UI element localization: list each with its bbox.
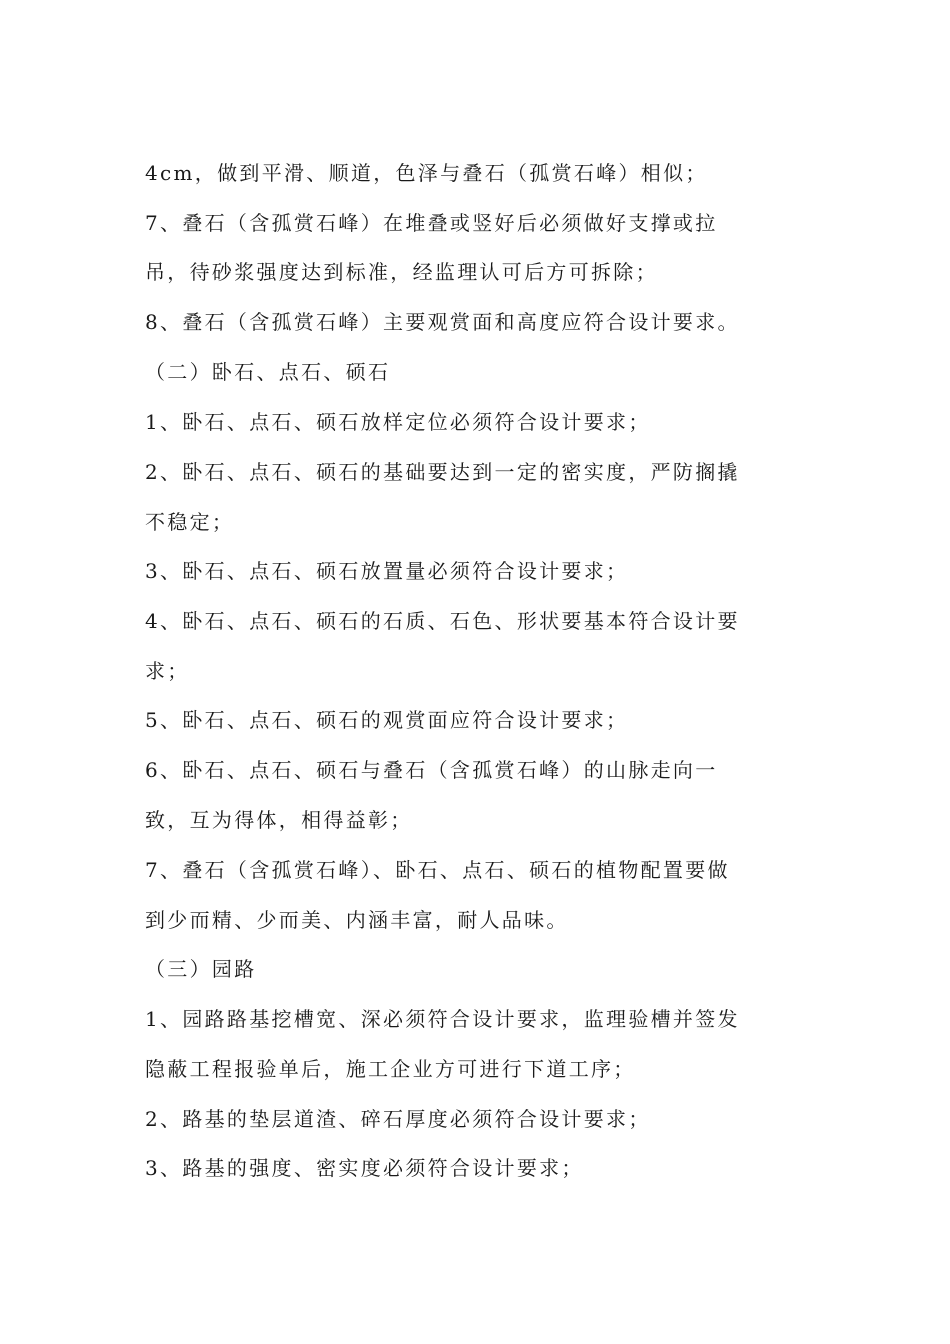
text-line: 7、叠石（含孤赏石峰）、卧石、点石、硕石的植物配置要做: [145, 858, 730, 882]
text-line: 2、路基的垫层道渣、碎石厚度必须符合设计要求；: [145, 1107, 651, 1131]
text-line: 求；: [145, 659, 190, 683]
text-line: 3、路基的强度、密实度必须符合设计要求；: [145, 1156, 584, 1180]
text-line: 吊，待砂浆强度达到标准，经监理认可后方可拆除；: [145, 260, 658, 284]
section-heading: （三）园路: [145, 957, 257, 981]
text-line: 5、卧石、点石、硕石的观赏面应符合设计要求；: [145, 708, 629, 732]
text-line: 8、叠石（含孤赏石峰）主要观赏面和高度应符合设计要求。: [145, 310, 740, 334]
text-line: 7、叠石（含孤赏石峰）在堆叠或竖好后必须做好支撑或拉: [145, 211, 718, 235]
text-line: 到少而精、少而美、内涵丰富，耐人品味。: [145, 908, 569, 932]
text-line: 4cm，做到平滑、顺道，色泽与叠石（孤赏石峰）相似；: [145, 161, 708, 185]
text-line: 4、卧石、点石、硕石的石质、石色、形状要基本符合设计要: [145, 609, 740, 633]
text-line: 不稳定；: [145, 510, 235, 534]
text-line: 6、卧石、点石、硕石与叠石（含孤赏石峰）的山脉走向一: [145, 758, 718, 782]
section-heading: （二）卧石、点石、硕石: [145, 360, 391, 384]
text-line: 致，互为得体，相得益彰；: [145, 808, 413, 832]
text-line: 2、卧石、点石、硕石的基础要达到一定的密实度，严防搁撬: [145, 460, 740, 484]
text-line: 3、卧石、点石、硕石放置量必须符合设计要求；: [145, 559, 629, 583]
text-line: 1、卧石、点石、硕石放样定位必须符合设计要求；: [145, 410, 651, 434]
text-line: 1、园路路基挖槽宽、深必须符合设计要求，监理验槽并签发: [145, 1007, 740, 1031]
text-line: 隐蔽工程报验单后，施工企业方可进行下道工序；: [145, 1057, 636, 1081]
